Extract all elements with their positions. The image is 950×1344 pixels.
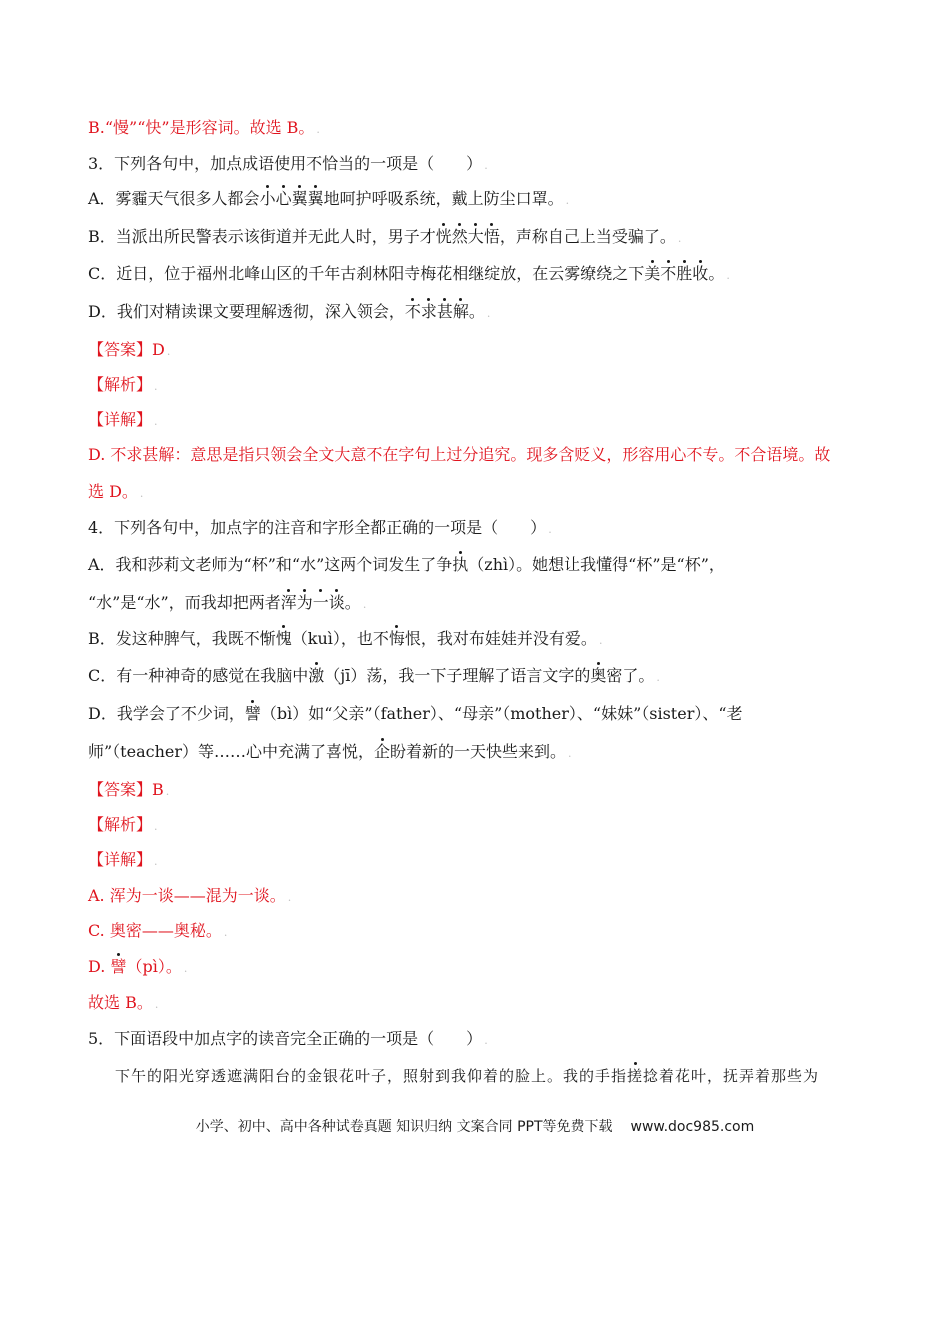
q4-detail: 【详解】 . — [88, 850, 158, 869]
dotted-idiom — [260, 189, 324, 208]
dotted-char: 不 — [660, 264, 677, 283]
q3-option-a: A．雾霾天气很多人都会小心翼翼地呵护呼吸系统，戴上防尘口罩。 . — [88, 189, 570, 208]
q3-option-d: D．我们对精读课文要理解透彻，深入领会，不求甚解。 . — [88, 302, 491, 321]
q3-option-b: B．当派出所民警表示该街道并无此人时，男子才恍然大悟，声称自己上当受骗了。 . — [88, 227, 682, 246]
q2-conclusion: B.“慢”“快”是形容词。故选 B。 . — [88, 118, 320, 137]
q3-answer: 【答案】D . — [88, 340, 171, 359]
q5-passage: 下午的阳光穿透遮满阳台的金银花叶子，照射到我仰着的脸上。我的手指搓捻着花叶，抚弄着那些为 — [115, 1067, 820, 1085]
dotted-idiom — [405, 302, 469, 321]
dotted-char: 然 — [451, 227, 468, 246]
q5-stem: 5．下面语段中加点字的读音完全正确的一项是（ ） . — [88, 1029, 488, 1048]
dotted-char: 大 — [467, 227, 484, 246]
q4-answer: 【答案】B . — [88, 780, 170, 799]
dotted-char: 胜 — [676, 264, 693, 283]
dotted-char: 甚 — [436, 302, 453, 321]
dotted-char: 小 — [259, 189, 276, 208]
q3-stem: 3．下列各句中，加点成语使用不恰当的一项是（ ） . — [88, 154, 488, 173]
dotted-char: 为 — [296, 593, 313, 612]
dotted-idiom — [436, 227, 500, 246]
q4-conclusion: 故选 B。 . — [88, 993, 159, 1012]
q3-analysis: 【解析】 . — [88, 375, 158, 394]
q4-option-d: D．我学会了不少词，譬（bì）如“父亲”（father）、“母亲”（mother）、“妹妹”（sister）、“老 — [88, 704, 743, 723]
dotted-char: 美 — [644, 264, 661, 283]
q3-option-c: C．近日，位于福州北峰山区的千年古刹林阳寺梅花相继绽放，在云雾缭绕之下美不胜收。 . — [88, 264, 730, 283]
footer-url[interactable]: www.doc985.com — [630, 1119, 755, 1135]
q3-explanation-end: 选 D。 . — [88, 482, 144, 501]
q4-option-b: B．发这种脾气，我既不惭愧（kuì），也不悔恨，我对布娃娃并没有爱。 . — [88, 629, 603, 648]
q3-detail: 【详解】 . — [88, 410, 158, 429]
dotted-char: 不 — [404, 302, 421, 321]
dotted-char: 收 — [692, 264, 709, 283]
q3-explanation: D. 不求甚解：意思是指只领会全文大意不在字句上过分追究。现多含贬义，形容用心不专。不合语境。故 — [88, 445, 831, 464]
dotted-char: 谈 — [328, 593, 345, 612]
q4-fix-c: C. 奥密——奥秘。 . — [88, 921, 228, 940]
q4-option-a-cont: “水”是“水”，而我却把两者浑为一谈。 . — [88, 593, 367, 612]
q4-option-d-cont: 师”（teacher）等……心中充满了喜悦，企盼着新的一天快些来到。 . — [88, 742, 572, 761]
dotted-char: 一 — [312, 593, 329, 612]
dotted-idiom — [281, 593, 345, 612]
dotted-char: 心 — [275, 189, 292, 208]
q4-option-c: C．有一种神奇的感觉在我脑中激（jī）荡，我一下子理解了语言文字的奥密了。 . — [88, 666, 660, 685]
dotted-char: 翼 — [291, 189, 308, 208]
dotted-char: 悟 — [483, 227, 500, 246]
page-footer: 小学、初中、高中各种试卷真题 知识归纳 文案合同 PPT等免费下载 www.doc985.com — [195, 1119, 755, 1135]
q4-option-a: A．我和莎莉文老师为“杯”和“水”这两个词发生了争执（zhì）。她想让我懂得“杯”是“杯”， — [88, 555, 725, 574]
q4-fix-d: D. 譬（pì）。 . — [88, 957, 188, 976]
dotted-char: 翼 — [307, 189, 324, 208]
dotted-char: 求 — [420, 302, 437, 321]
dotted-char: 解 — [452, 302, 469, 321]
q4-analysis: 【解析】 . — [88, 815, 158, 834]
dotted-idiom — [644, 264, 708, 283]
dotted-char: 恍 — [435, 227, 452, 246]
q4-stem: 4．下列各句中，加点字的注音和字形全都正确的一项是（ ） . — [88, 518, 552, 537]
q4-fix-a: A. 浑为一谈——混为一谈。 . — [88, 886, 292, 905]
dotted-char: 浑 — [280, 593, 297, 612]
